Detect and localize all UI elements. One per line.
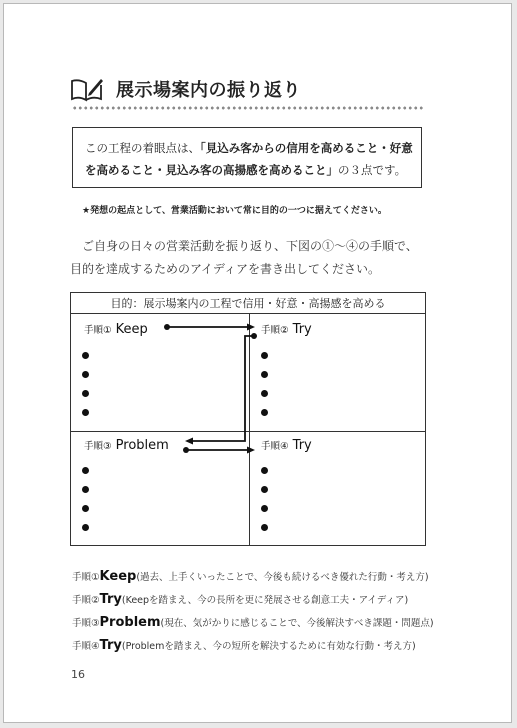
arrow-icon bbox=[185, 438, 193, 445]
legend-desc: (過去、上手くいったことで、今後も続けるべき優れた行動・考え方) bbox=[136, 572, 429, 583]
focus-box bbox=[72, 127, 422, 188]
focus-text-1: この工程の着眼点は、 bbox=[85, 141, 200, 155]
legend-item bbox=[72, 615, 434, 630]
legend-step: 手順② bbox=[72, 595, 100, 606]
page-number: 16 bbox=[71, 668, 85, 681]
cell-try1-name: Try bbox=[292, 322, 312, 337]
legend-key: Try bbox=[99, 638, 122, 653]
legend-key: Keep bbox=[99, 569, 137, 584]
legend-key: Try bbox=[99, 592, 122, 607]
page-title: 展示場案内の振り返り bbox=[116, 80, 301, 101]
legend-step: 手順① bbox=[72, 572, 100, 583]
instructions: ご自身の日々の営業活動を振り返り、下図の①〜④の手順で、目的を達成するためのアイディアを書き出してください。 bbox=[70, 239, 418, 276]
cell-try2-step: 手順④ bbox=[261, 441, 289, 452]
arrow-icon bbox=[247, 447, 255, 454]
legend-desc: (現在、気がかりに感じることで、今後解決すべき課題・問題点) bbox=[160, 618, 434, 629]
arrow-icon bbox=[247, 324, 255, 331]
cell-keep-name: Keep bbox=[115, 322, 148, 337]
dotted-divider bbox=[72, 106, 424, 110]
legend-item bbox=[72, 569, 429, 584]
arrow-line bbox=[193, 336, 254, 441]
cell-problem-step: 手順③ bbox=[84, 441, 112, 452]
legend-step: 手順③ bbox=[72, 618, 100, 629]
star-note: ★発想の起点として、営業活動において常に目的の一つに据えてください。 bbox=[82, 206, 387, 216]
section-header bbox=[70, 76, 301, 102]
page bbox=[3, 3, 512, 723]
legend-item bbox=[72, 592, 408, 607]
cell-try1-step: 手順② bbox=[261, 325, 289, 336]
cell-problem-name: Problem bbox=[115, 438, 169, 453]
legend-key: Problem bbox=[99, 615, 161, 630]
cell-try2-name: Try bbox=[292, 438, 312, 453]
focus-bold-1: 「見込み客からの信用を高めること・好意 bbox=[200, 141, 413, 155]
legend-desc: (Keepを踏まえ、今の長所を更に発展させる創意工夫・アイディア) bbox=[121, 595, 409, 606]
focus-bold-2: を高めること・見込み客の高揚感を高めること」 bbox=[85, 163, 338, 177]
grid-header: 目的：展示場案内の工程で信用・好意・高揚感を高める bbox=[71, 293, 425, 314]
kpt-grid bbox=[70, 292, 426, 546]
cell-keep-step: 手順① bbox=[84, 325, 112, 336]
legend-step: 手順④ bbox=[72, 641, 100, 652]
flow-arrows bbox=[71, 293, 425, 545]
legend-item bbox=[72, 638, 416, 653]
open-book-pencil-icon bbox=[70, 76, 104, 102]
focus-text-2: の３点です。 bbox=[338, 163, 407, 177]
legend-desc: (Problemを踏まえ、今の短所を解決するために有効な行動・考え方) bbox=[121, 641, 416, 652]
